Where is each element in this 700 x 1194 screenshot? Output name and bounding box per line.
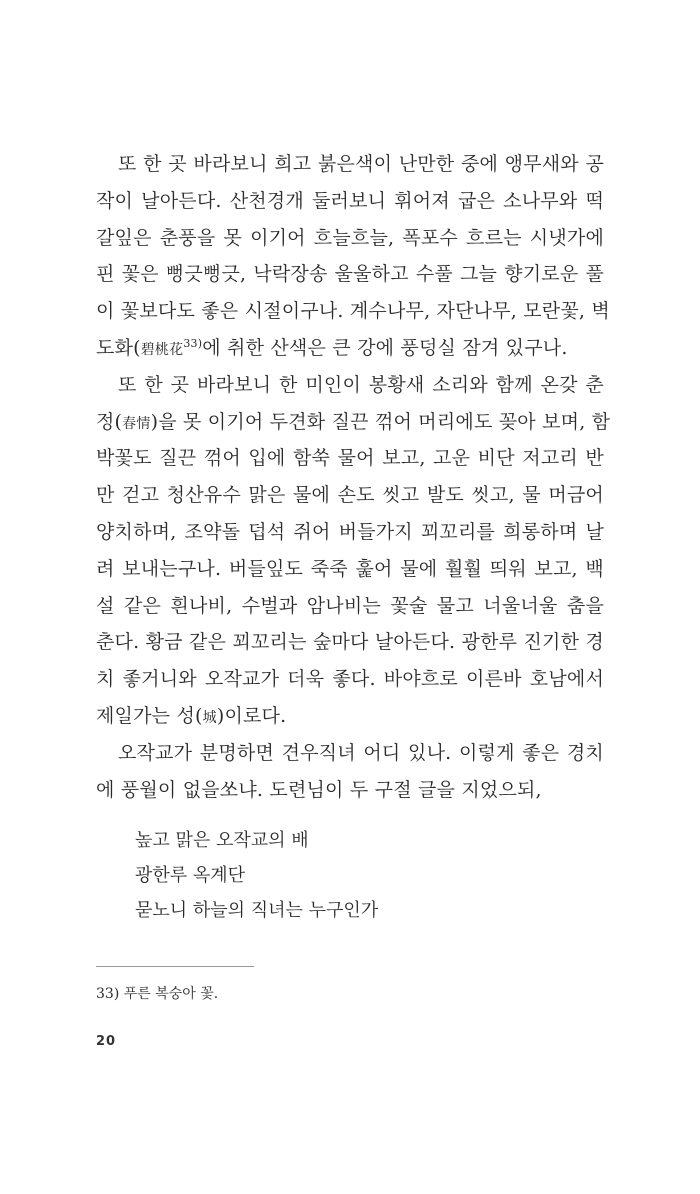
text-fragment: 제일가는 성( <box>96 704 203 727</box>
text-line <box>96 698 604 735</box>
text-line: 치 좋거니와 오작교가 더욱 좋다. 바야흐로 이른바 호남에서 <box>96 668 604 691</box>
footnote-reference: 33) <box>183 336 203 350</box>
text-line: 이 꽃보다도 좋은 시절이구나. 계수나무, 자단나무, 모란꽃, 벽 <box>96 300 610 323</box>
text-line: 핀 꽃은 뻥긋뻥긋, 낙락장송 울울하고 수풀 그늘 향기로운 풀 <box>96 263 604 286</box>
text-fragment: )을 못 이기어 두견화 질끈 꺾어 머리에도 꽂아 보며, 함 <box>150 410 611 433</box>
page-number: 20 <box>96 1034 117 1049</box>
text-line: 또 한 곳 바라보니 희고 붉은색이 난만한 중에 앵무새와 공 <box>118 153 604 175</box>
text-line <box>96 330 604 367</box>
text-line: 양치하며, 조약돌 덥석 쥐어 버들가지 꾀꼬리를 희롱하며 날 <box>96 520 604 543</box>
poem-block <box>135 823 378 928</box>
text-line: 박꽃도 질끈 꺾어 입에 함쑥 물어 보고, 고운 비단 저고리 반 <box>96 447 604 470</box>
text-line: 춘다. 황금 같은 꾀꼬리는 숲마다 날아든다. 광한루 진기한 경 <box>96 631 604 654</box>
text-line: 만 걷고 청산유수 맑은 물에 손도 씻고 발도 씻고, 물 머금어 <box>96 484 604 507</box>
text-line <box>96 404 611 441</box>
hanja-gloss: 城 <box>202 709 217 726</box>
poem-line: 높고 맑은 오작교의 배 <box>135 830 309 851</box>
text-line: 갈잎은 춘풍을 못 이기어 흐늘흐늘, 폭포수 흐르는 시냇가에 <box>96 226 604 249</box>
text-fragment: 에 취한 산색은 큰 강에 풍덩실 잠겨 있구나. <box>202 336 568 359</box>
text-line: 또 한 곳 바라보니 한 미인이 봉황새 소리와 함께 온갖 춘 <box>118 373 604 396</box>
footnote-divider <box>96 966 254 967</box>
poem-line: 묻노니 하늘의 직녀는 누구인가 <box>135 900 379 921</box>
hanja-gloss: 春情 <box>122 415 151 432</box>
text-line: 작이 날아든다. 산천경개 둘러보니 휘어져 굽은 소나무와 떡 <box>96 189 604 212</box>
poem-line: 광한루 옥계단 <box>135 865 246 886</box>
text-fragment: 도화( <box>96 336 141 359</box>
text-line: 에 풍월이 없을쏘냐. 도련님이 두 구절 글을 지었으되, <box>96 778 542 801</box>
text-line: 려 보내는구나. 버들잎도 죽죽 훑어 물에 훨훨 띄워 보고, 백 <box>96 557 604 580</box>
text-fragment: )이로다. <box>216 704 287 727</box>
text-fragment: 정( <box>96 410 123 433</box>
footnote: 33) 푸른 복숭아 꽃. <box>96 986 219 1002</box>
text-line: 오작교가 분명하면 견우직녀 어디 있나. 이렇게 좋은 경치 <box>118 741 604 764</box>
text-line: 설 같은 흰나비, 수벌과 암나비는 꽃술 물고 너울너울 춤을 <box>96 594 604 617</box>
body-text <box>96 146 611 808</box>
hanja-gloss: 碧桃花 <box>140 341 184 358</box>
